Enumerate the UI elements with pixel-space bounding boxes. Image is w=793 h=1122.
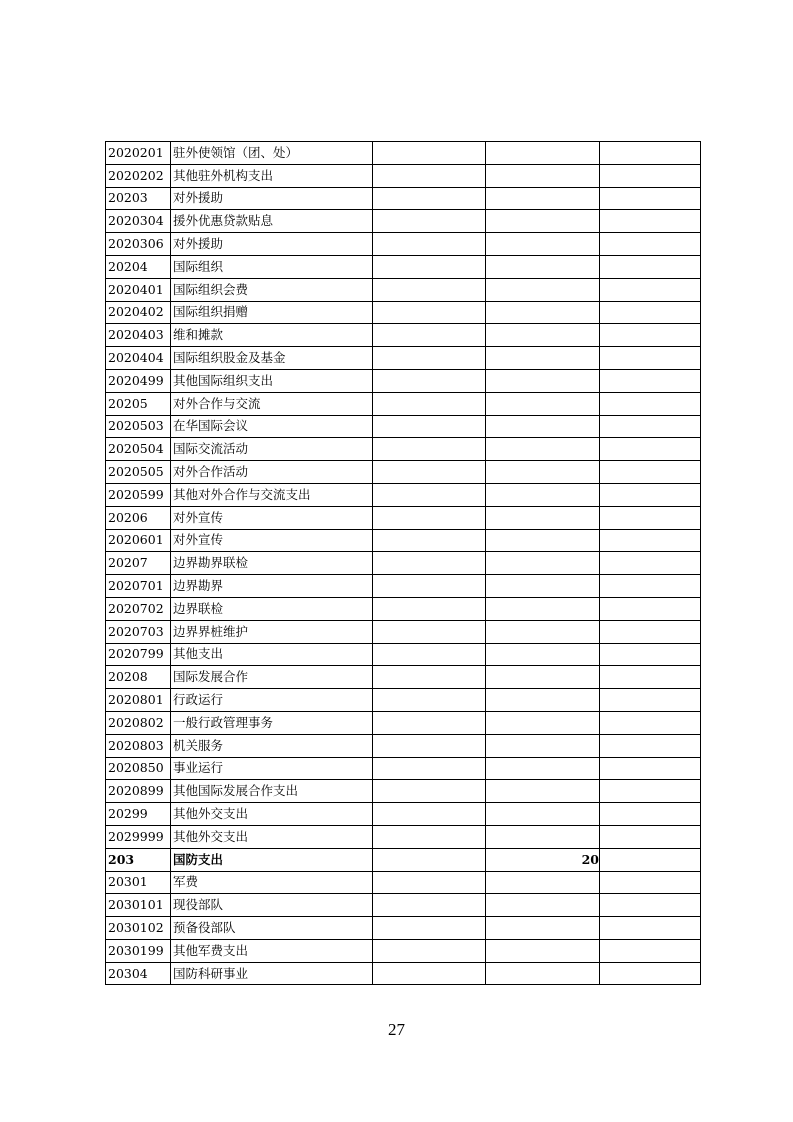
table-row [106, 529, 701, 552]
table-row [106, 689, 701, 712]
amount-cell-3 [600, 210, 701, 233]
subject-code-cell: 20301 [106, 871, 171, 894]
table-row [106, 711, 701, 734]
subject-name-cell: 维和摊款 [171, 324, 373, 347]
subject-name-cell: 驻外使领馆（团、处） [171, 142, 373, 165]
subject-name-cell: 对外宣传 [171, 529, 373, 552]
table-row [106, 347, 701, 370]
amount-cell-1 [373, 164, 486, 187]
amount-cell-1 [373, 483, 486, 506]
table-row [106, 301, 701, 324]
subject-code-cell: 2020202 [106, 164, 171, 187]
subject-name-cell: 对外合作与交流 [171, 392, 373, 415]
subject-name-cell: 对外援助 [171, 187, 373, 210]
amount-cell-3 [600, 757, 701, 780]
amount-cell-1 [373, 233, 486, 256]
budget-table [105, 141, 701, 985]
table-row [106, 620, 701, 643]
subject-code-cell: 2030101 [106, 894, 171, 917]
subject-code-cell: 2020899 [106, 780, 171, 803]
subject-code-cell: 2020702 [106, 597, 171, 620]
amount-cell-1 [373, 415, 486, 438]
amount-cell-2 [486, 757, 600, 780]
table-row [106, 438, 701, 461]
table-row [106, 324, 701, 347]
subject-name-cell: 其他驻外机构支出 [171, 164, 373, 187]
amount-cell-2 [486, 529, 600, 552]
amount-cell-3 [600, 552, 701, 575]
amount-cell-2 [486, 324, 600, 347]
amount-cell-1 [373, 529, 486, 552]
amount-cell-2 [486, 643, 600, 666]
amount-cell-1 [373, 757, 486, 780]
subject-code-cell: 20304 [106, 962, 171, 985]
amount-cell-3 [600, 666, 701, 689]
amount-cell-3 [600, 392, 701, 415]
amount-cell-2 [486, 780, 600, 803]
table-row [106, 643, 701, 666]
amount-cell-1 [373, 575, 486, 598]
amount-cell-2 [486, 575, 600, 598]
amount-cell-1 [373, 803, 486, 826]
amount-cell-3 [600, 871, 701, 894]
amount-cell-3 [600, 347, 701, 370]
table-row [106, 255, 701, 278]
subject-code-cell: 2020802 [106, 711, 171, 734]
subject-code-cell: 2030102 [106, 917, 171, 940]
subject-code-cell: 2020499 [106, 369, 171, 392]
table-row [106, 939, 701, 962]
amount-cell-2 [486, 666, 600, 689]
subject-name-cell: 国际组织股金及基金 [171, 347, 373, 370]
subject-code-cell: 2020504 [106, 438, 171, 461]
table-row [106, 575, 701, 598]
table-row [106, 415, 701, 438]
amount-cell-3 [600, 689, 701, 712]
table-row [106, 871, 701, 894]
amount-cell-2: 20 [486, 848, 600, 871]
table-row [106, 666, 701, 689]
amount-cell-3 [600, 415, 701, 438]
amount-cell-1 [373, 848, 486, 871]
subject-name-cell: 对外合作活动 [171, 461, 373, 484]
subject-name-cell: 援外优惠贷款贴息 [171, 210, 373, 233]
amount-cell-2 [486, 164, 600, 187]
amount-cell-3 [600, 301, 701, 324]
subject-code-cell: 2020505 [106, 461, 171, 484]
subject-code-cell: 2029999 [106, 825, 171, 848]
amount-cell-2 [486, 461, 600, 484]
subject-name-cell: 机关服务 [171, 734, 373, 757]
subject-name-cell: 其他外交支出 [171, 803, 373, 826]
subject-name-cell: 其他国际发展合作支出 [171, 780, 373, 803]
amount-cell-2 [486, 825, 600, 848]
subject-code-cell: 2020801 [106, 689, 171, 712]
subject-name-cell: 事业运行 [171, 757, 373, 780]
amount-cell-1 [373, 347, 486, 370]
amount-cell-1 [373, 438, 486, 461]
amount-cell-3 [600, 438, 701, 461]
subject-name-cell: 其他军费支出 [171, 939, 373, 962]
table-row [106, 597, 701, 620]
amount-cell-3 [600, 597, 701, 620]
amount-cell-2 [486, 689, 600, 712]
amount-cell-1 [373, 187, 486, 210]
amount-cell-3 [600, 848, 701, 871]
amount-cell-2 [486, 142, 600, 165]
amount-cell-3 [600, 734, 701, 757]
amount-cell-3 [600, 962, 701, 985]
subject-name-cell: 国际组织 [171, 255, 373, 278]
subject-code-cell: 2020402 [106, 301, 171, 324]
amount-cell-1 [373, 734, 486, 757]
amount-cell-1 [373, 689, 486, 712]
subject-code-cell: 2020403 [106, 324, 171, 347]
amount-cell-3 [600, 620, 701, 643]
subject-name-cell: 国防支出 [171, 848, 373, 871]
subject-code-cell: 2020850 [106, 757, 171, 780]
subject-code-cell: 2020799 [106, 643, 171, 666]
subject-name-cell: 国防科研事业 [171, 962, 373, 985]
table-row [106, 552, 701, 575]
amount-cell-3 [600, 780, 701, 803]
subject-code-cell: 2020304 [106, 210, 171, 233]
amount-cell-3 [600, 711, 701, 734]
table-row [106, 483, 701, 506]
amount-cell-3 [600, 187, 701, 210]
table-row [106, 825, 701, 848]
table-row [106, 142, 701, 165]
amount-cell-1 [373, 894, 486, 917]
amount-cell-1 [373, 666, 486, 689]
amount-cell-2 [486, 620, 600, 643]
table-row [106, 369, 701, 392]
amount-cell-3 [600, 142, 701, 165]
subject-name-cell: 边界联检 [171, 597, 373, 620]
table-row [106, 210, 701, 233]
table-row [106, 392, 701, 415]
subject-code-cell: 20205 [106, 392, 171, 415]
amount-cell-2 [486, 506, 600, 529]
subject-name-cell: 国际发展合作 [171, 666, 373, 689]
subject-code-cell: 2020601 [106, 529, 171, 552]
amount-cell-2 [486, 210, 600, 233]
amount-cell-1 [373, 711, 486, 734]
subject-name-cell: 对外宣传 [171, 506, 373, 529]
amount-cell-2 [486, 894, 600, 917]
subject-name-cell: 对外援助 [171, 233, 373, 256]
subject-name-cell: 在华国际会议 [171, 415, 373, 438]
amount-cell-3 [600, 164, 701, 187]
amount-cell-1 [373, 780, 486, 803]
table-row [106, 894, 701, 917]
amount-cell-1 [373, 506, 486, 529]
amount-cell-1 [373, 142, 486, 165]
subject-code-cell: 20299 [106, 803, 171, 826]
table-row [106, 734, 701, 757]
subject-code-cell: 2020703 [106, 620, 171, 643]
table-row [106, 848, 701, 871]
amount-cell-2 [486, 803, 600, 826]
amount-cell-3 [600, 461, 701, 484]
amount-cell-1 [373, 620, 486, 643]
amount-cell-3 [600, 483, 701, 506]
amount-cell-2 [486, 301, 600, 324]
subject-name-cell: 军费 [171, 871, 373, 894]
amount-cell-1 [373, 825, 486, 848]
amount-cell-1 [373, 597, 486, 620]
subject-code-cell: 20206 [106, 506, 171, 529]
subject-code-cell: 2020201 [106, 142, 171, 165]
amount-cell-1 [373, 643, 486, 666]
subject-name-cell: 一般行政管理事务 [171, 711, 373, 734]
subject-name-cell: 边界勘界联检 [171, 552, 373, 575]
subject-code-cell: 2030199 [106, 939, 171, 962]
amount-cell-3 [600, 643, 701, 666]
amount-cell-2 [486, 939, 600, 962]
amount-cell-2 [486, 415, 600, 438]
subject-code-cell: 203 [106, 848, 171, 871]
amount-cell-2 [486, 233, 600, 256]
amount-cell-2 [486, 552, 600, 575]
amount-cell-2 [486, 278, 600, 301]
amount-cell-2 [486, 347, 600, 370]
amount-cell-2 [486, 392, 600, 415]
subject-name-cell: 预备役部队 [171, 917, 373, 940]
subject-name-cell: 其他对外合作与交流支出 [171, 483, 373, 506]
amount-cell-3 [600, 324, 701, 347]
subject-name-cell: 行政运行 [171, 689, 373, 712]
amount-cell-3 [600, 825, 701, 848]
subject-code-cell: 2020306 [106, 233, 171, 256]
amount-cell-1 [373, 369, 486, 392]
amount-cell-1 [373, 301, 486, 324]
amount-cell-1 [373, 552, 486, 575]
amount-cell-3 [600, 255, 701, 278]
subject-name-cell: 国际组织会费 [171, 278, 373, 301]
amount-cell-1 [373, 324, 486, 347]
amount-cell-3 [600, 233, 701, 256]
amount-cell-1 [373, 871, 486, 894]
subject-name-cell: 现役部队 [171, 894, 373, 917]
table-row [106, 233, 701, 256]
amount-cell-3 [600, 803, 701, 826]
amount-cell-1 [373, 461, 486, 484]
amount-cell-1 [373, 962, 486, 985]
amount-cell-2 [486, 187, 600, 210]
subject-code-cell: 2020404 [106, 347, 171, 370]
subject-name-cell: 其他外交支出 [171, 825, 373, 848]
amount-cell-2 [486, 438, 600, 461]
subject-code-cell: 20203 [106, 187, 171, 210]
subject-code-cell: 2020701 [106, 575, 171, 598]
amount-cell-1 [373, 392, 486, 415]
subject-code-cell: 2020599 [106, 483, 171, 506]
subject-name-cell: 边界勘界 [171, 575, 373, 598]
table-row [106, 461, 701, 484]
subject-name-cell: 边界界桩维护 [171, 620, 373, 643]
amount-cell-3 [600, 369, 701, 392]
amount-cell-3 [600, 506, 701, 529]
amount-cell-2 [486, 917, 600, 940]
subject-code-cell: 2020503 [106, 415, 171, 438]
amount-cell-1 [373, 939, 486, 962]
subject-name-cell: 国际组织捐赠 [171, 301, 373, 324]
subject-name-cell: 其他国际组织支出 [171, 369, 373, 392]
amount-cell-1 [373, 255, 486, 278]
amount-cell-3 [600, 529, 701, 552]
table-row [106, 803, 701, 826]
amount-cell-2 [486, 597, 600, 620]
amount-cell-2 [486, 962, 600, 985]
table-row [106, 278, 701, 301]
table-row [106, 917, 701, 940]
amount-cell-2 [486, 369, 600, 392]
subject-code-cell: 20204 [106, 255, 171, 278]
amount-cell-3 [600, 894, 701, 917]
amount-cell-2 [486, 711, 600, 734]
subject-name-cell: 其他支出 [171, 643, 373, 666]
amount-cell-2 [486, 734, 600, 757]
amount-cell-3 [600, 939, 701, 962]
subject-code-cell: 20208 [106, 666, 171, 689]
amount-cell-1 [373, 210, 486, 233]
amount-cell-1 [373, 278, 486, 301]
amount-cell-1 [373, 917, 486, 940]
amount-cell-2 [486, 871, 600, 894]
table-row [106, 757, 701, 780]
amount-cell-2 [486, 483, 600, 506]
table-row [106, 187, 701, 210]
page-number: 27 [388, 1020, 405, 1039]
budget-table-body [106, 142, 701, 985]
table-row [106, 506, 701, 529]
subject-name-cell: 国际交流活动 [171, 438, 373, 461]
table-row [106, 164, 701, 187]
amount-cell-3 [600, 575, 701, 598]
amount-cell-3 [600, 278, 701, 301]
amount-cell-2 [486, 255, 600, 278]
subject-code-cell: 20207 [106, 552, 171, 575]
subject-code-cell: 2020803 [106, 734, 171, 757]
amount-cell-3 [600, 917, 701, 940]
table-row [106, 780, 701, 803]
subject-code-cell: 2020401 [106, 278, 171, 301]
table-row [106, 962, 701, 985]
